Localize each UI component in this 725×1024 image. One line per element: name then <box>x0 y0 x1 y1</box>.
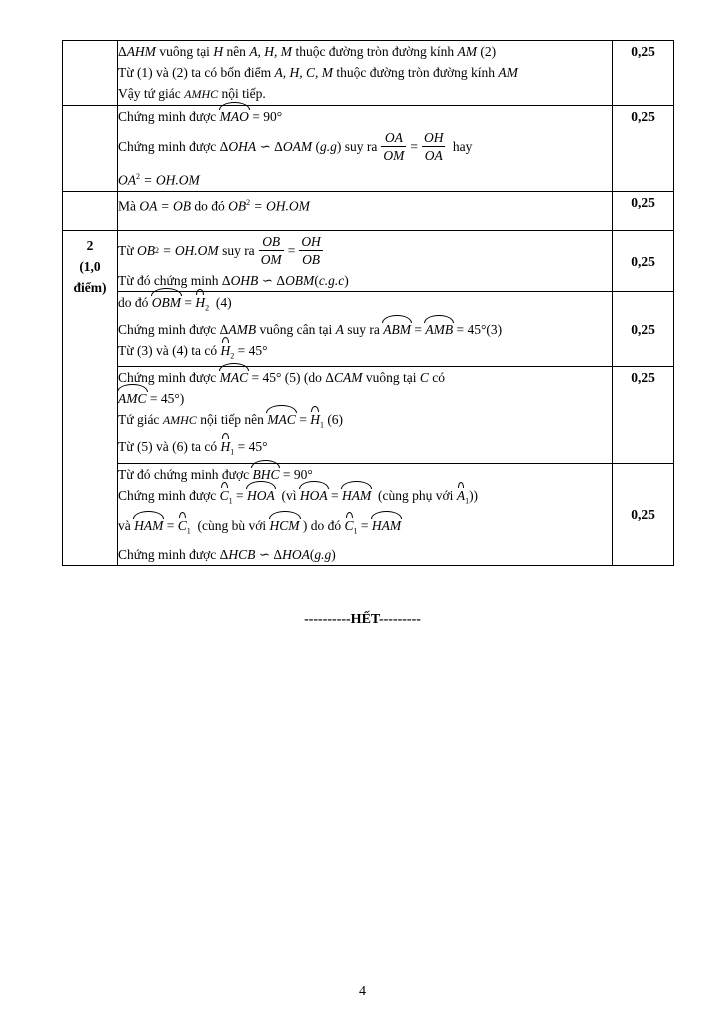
page-number: 4 <box>359 984 366 999</box>
content-cell: ΔAHM vuông tại H nên A, H, M thuộc đường tròn đường kính AM (2) Từ (1) và (2) ta có bốn điểm A, H, C, M thuộc đường tròn đường kính AM Vậy tứ giác AMHC nội tiếp. <box>118 41 613 106</box>
answer-table <box>62 40 674 566</box>
fraction: $\frac{OB}{OM}$ <box>260 234 282 267</box>
table-row <box>63 41 674 106</box>
score-cell: 0,25 <box>613 231 674 292</box>
content-cell: Chứng minh được MAC = 45° (5) (do ΔCAM vuông tại C có AMC = 45°) Tứ giác AMHC nội tiếp nên MAC = $H_1$ (6) Từ (5) và (6) ta có $H_1 = 45^\circ$ <box>118 367 613 463</box>
table-row <box>63 463 674 565</box>
content-cell: Mà OA = OB do đó $OB^2 = OH.OM$ <box>118 191 613 231</box>
question-label: 2 (1,0 điểm) <box>63 231 118 566</box>
score-cell: 0,25 <box>613 41 674 106</box>
content-cell: Chứng minh được MAO = 90° Chứng minh được Δ OHA ∽ Δ OAM ( g.g ) suy ra $\frac{OA}{OM}$ = $\frac{OH}{OA}$ hay $OA^2 = OH.OM$ <box>118 106 613 192</box>
table-row <box>63 292 674 367</box>
content-cell: Từ OB 2 = OH.OM suy ra $\frac{OB}{OM}$ = $\frac{OH}{OB}$ Từ đó chứng minh ΔOHB ∽ ΔOBM(c.g.c) <box>118 231 613 292</box>
end-marker: ----------HẾT--------- <box>304 612 421 627</box>
content-cell: do đó OBM = $H_2$ (4) Chứng minh được ΔAMB vuông cân tại A suy ra ABM = AMB = 45°(3) Từ (3) và (4) ta có $H_2 = 45^\circ$ <box>118 292 613 367</box>
score-cell: 0,25 <box>613 463 674 565</box>
table-row <box>63 367 674 463</box>
score-cell: 0,25 <box>613 292 674 367</box>
score-cell: 0,25 <box>613 106 674 192</box>
table-row <box>63 191 674 231</box>
score-cell: 0,25 <box>613 191 674 231</box>
fraction: $\frac{OH}{OB}$ <box>301 234 321 267</box>
fraction: $\frac{OH}{OA}$ <box>423 130 444 163</box>
table-row <box>63 106 674 192</box>
table-row <box>63 231 674 292</box>
fraction: $\frac{OA}{OM}$ <box>383 130 405 163</box>
score-cell: 0,25 <box>613 367 674 463</box>
content-cell: Từ đó chứng minh được BHC = 90° Chứng minh được $C_1$ = HOA (vì HOA = HAM (cùng phụ với $A_1$)) và HAM = $C_1$ (cùng bù với HCM ) do đó $C_1$ = HAM Chứng minh được ΔHCB ∽ ΔHOA(g.g) <box>118 463 613 565</box>
